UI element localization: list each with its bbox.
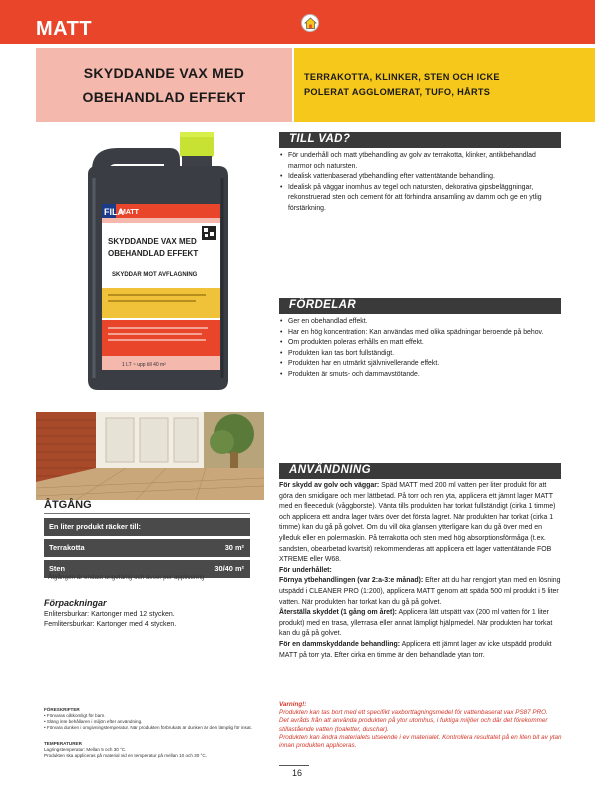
table-row [44, 539, 250, 557]
table-header-label: En liter produkt räcker till: [49, 522, 141, 531]
atgang-heading: ÅTGÅNG [44, 499, 92, 511]
forpackningar-line2: Femlitersburkar: Kartonger med 4 stycken. [44, 621, 177, 628]
list-item: • Har en hög koncentration: Kan användas med olika spädningar beroende på behov. [279, 328, 561, 339]
list-item: • Produkten kan tas bort fullständigt. [279, 349, 561, 360]
product-title-band [36, 48, 292, 122]
temperatur-block [44, 741, 207, 759]
list-item: • Produkten har en utmärkt självnivellerande effekt. [279, 359, 561, 370]
row-label: Terrakotta [49, 543, 85, 552]
list-item: • Produkten är smuts- och dammavstötande. [279, 370, 561, 381]
till-vad-divider [279, 147, 561, 148]
temperatur-heading: TEMPERATURER [44, 741, 82, 746]
anv-p5: Applicera ett jämnt lager av icke utspädd produkt MATT på torr yta. Efter cirka en timme är den behandlade ytan torr. [279, 640, 552, 659]
atgang-divider [44, 513, 250, 514]
page-number: 16 [292, 768, 303, 778]
anv-p4: Applicera lätt utspätt vax (200 ml vatten för 1 liter produkt) med en trasa, yllетrasa eller annat lämpligt hjälpmedel. När produkten har torkat kan du gå på golvet. [279, 609, 553, 638]
row-value: 30 m² [224, 543, 244, 552]
temperatur-line2: Produkten ska appliceras på material vid en temperatur på mellan 10 och 30 °C. [44, 753, 207, 758]
product-title-line2: OBEHANDLAD EFFEKT [82, 89, 246, 105]
bottle-brand: FILA [104, 207, 124, 217]
anvandning-header [279, 463, 561, 478]
varning-line2: Det avråds från att använda produkten på ytor utomhus, i fuktiga miljöer och där det förekommer stillastående vatten (toaletter, duschar). [279, 717, 548, 733]
category-label: MATT [36, 18, 93, 40]
product-title-line1: SKYDDANDE VAX MED [83, 65, 245, 81]
fordelar-divider [279, 313, 561, 314]
list-item: • Idealisk på väggar inomhus av tegel och natursten, dekorativa gipsbeläggningar, rekonstruerad sten och cement för att förhindra ansamling av damm och ge en ytlig förstärkning. [279, 183, 561, 215]
surfaces-band [294, 48, 595, 122]
bottle-sub: SKYDDAR MOT AVFLAGNING [112, 272, 198, 278]
foreskrifter-item: Släng inte behållaren i miljön efter användning. [46, 719, 143, 724]
forpackningar-line1: Enlitersburkar: Kartonger med 12 stycken. [44, 611, 175, 618]
till-vad-header [279, 132, 561, 147]
anv-p3-bold: Förnya ytbehandlingen (var 2:a-3:e månad): [279, 577, 424, 585]
interior-floor-photo [36, 412, 264, 500]
home-icon[interactable] [301, 14, 319, 32]
anv-p1-bold: För skydd av golv och väggar: [279, 482, 380, 489]
forpackningar-heading: Förpackningar [44, 598, 107, 608]
bottle-name2: OBEHANDLAD EFFEKT [108, 249, 199, 258]
varning-line1: Produkten kan tas bort med ett specifikt vaxborttagningsmedel för vattenbaserat vax PS87 PRO. [279, 709, 548, 717]
product-bottle-image [78, 130, 238, 392]
foreskrifter-heading: FÖRESKRIFTER [44, 707, 80, 712]
list-item: • För underhåll och matt ytbehandling av golv av terrakotta, klinker, antikbehandlad marmor och natursten. [279, 151, 561, 172]
varning-line3: Produkten kan ändra materialets utseende i ev materialet. Kontrollera resultatet på en liten bit av ytan innan produkten appliceras. [279, 733, 562, 750]
anv-p5-bold: För en dammskyddande behandling: [279, 640, 401, 648]
table-header [44, 518, 250, 536]
surfaces-line1: TERRAKOTTA, KLINKER, STEN OCH ICKE [304, 72, 500, 82]
anv-p3: Efter att du har rengjort ytan med en lösning utspädd i CLEANER PRO (1:200), applicera MATT genom att späda 500 ml produkt i 5 liter vatten. När produkten har torkat kan du gå på golvet. [279, 577, 561, 606]
atgang-table [44, 518, 250, 581]
anv-p2-bold: För underhållet: [279, 566, 332, 574]
fordelar-list [279, 317, 561, 380]
list-item: • Ger en obehandlad effekt. [279, 317, 561, 328]
list-item: • Om produkten poleras erhålls en matt effekt. [279, 338, 561, 349]
foreskrifter-item: Förvara dunken i omgivningstemperatur. När produkten förbrukats är dunken är den lämplig för insat. [46, 725, 252, 730]
page-number-divider [279, 765, 309, 766]
bottle-name1: SKYDDANDE VAX MED [108, 237, 197, 246]
till-vad-list [279, 151, 561, 214]
fordelar-header [279, 298, 561, 313]
till-vad-heading: TILL VAD? [289, 133, 351, 145]
fordelar-heading: FÖRDELAR [289, 299, 357, 311]
anvandning-text [279, 481, 561, 661]
temperatur-line1: Lagringstemperatur: Mellan 5 och 30 °C. [44, 747, 127, 752]
varning-heading: Varning!: [279, 701, 307, 708]
foreskrifter-block: FÖRESKRIFTER • Förvaras oåtkomligt för barn. • Släng inte behållaren i miljön efter användning. • Förvara dunken i omgivningstemperatur. När produkten förbrukats är dunken är den lämplig för insat. [44, 707, 252, 730]
top-category-bar [0, 0, 595, 44]
anvandning-divider [279, 478, 561, 479]
list-item: • Idealisk vattenbaserad ytbehandling efter vattentätande behandling. [279, 172, 561, 183]
row-value: 30/40 m² [214, 564, 244, 573]
anvandning-heading: ANVÄNDNING [289, 464, 371, 476]
anv-p1: Späd MATT med 200 ml vatten per liter produkt för att göra den smidigare och mer lättbetad. På torr och ren yta, applicera ett jämnt lager MATT med en fleeceduk (våggborste). Vänta tills produkten har torkat fullständigt (cirka 1 timme) och applicera ett andra lager tvärs över det första lagret. När produkten har torkat (cirka 1 timme) kan du gå på golvet. Om du vill öka glansen ytterligare kan du gå över med en ylleduk eller en polermaskin. På terrakotta och sten med hög absorptionsförmåga (t.ex. sandsten, obearbetad kvartsit) rekommenderas att applicera ett lager vattentätande FOB XTREME eller W68. [279, 482, 556, 564]
row-label: Sten [49, 564, 66, 573]
varning-block [279, 701, 569, 750]
bottle-tag: MATT [120, 209, 139, 216]
bottle-volume: 1 LT ~ upp till 40 m² [122, 362, 166, 368]
atgang-note: Åtgången är endast ungefärlig och avser per applicering [48, 574, 205, 581]
surfaces-line2: POLERAT AGGLOMERAT, TUFO, HÅRTS [304, 87, 491, 97]
anv-p4-bold: Återställa skyddet (1 gång om året): [279, 609, 397, 617]
foreskrifter-item: Förvaras oåtkomligt för barn. [46, 713, 106, 718]
